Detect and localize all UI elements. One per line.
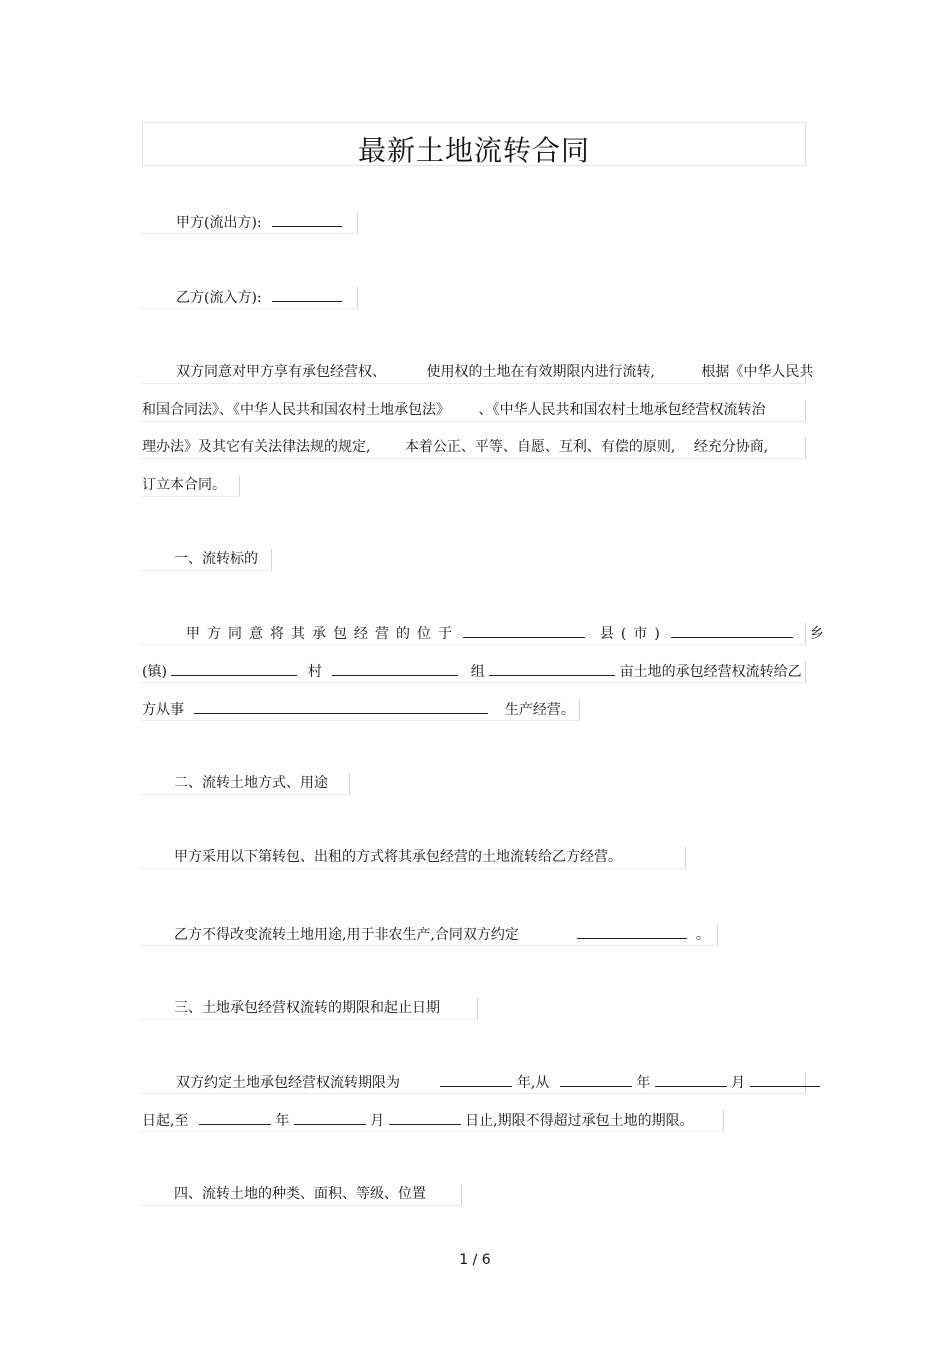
body-text: 甲方采用以下第转包、出租的方式将其承包经营的土地流转给乙方经营。 <box>174 849 622 865</box>
party-a-line <box>142 212 358 234</box>
start-day-blank <box>750 1072 820 1087</box>
body-text: 县(市) <box>599 626 667 642</box>
section-1-line-1 <box>142 623 824 645</box>
section-4-heading <box>142 1184 462 1206</box>
agreed-use-blank <box>577 924 687 939</box>
preamble-line-2 <box>142 400 806 422</box>
body-text: 年 <box>636 1075 651 1091</box>
party-a-blank <box>272 212 342 227</box>
township-blank <box>671 623 793 638</box>
section-heading-text: 三、土地承包经营权流转的期限和起止日期 <box>174 1000 440 1016</box>
body-text: 月 <box>370 1113 385 1129</box>
body-text: 村 <box>307 664 322 680</box>
party-a-label: 甲方(流出方): <box>176 215 262 231</box>
body-text: (镇) <box>142 664 167 680</box>
body-text: 乙方不得改变流转土地用途,用于非农生产,合同双方约定 <box>174 927 519 943</box>
start-month-blank <box>655 1072 727 1087</box>
preamble-text: 订立本合同。 <box>142 477 226 493</box>
preamble-line-1 <box>142 362 814 384</box>
town-blank <box>171 661 297 676</box>
body-text: 甲方同意将其承包经营的位于 <box>186 626 459 642</box>
section-1-line-3 <box>142 699 580 721</box>
section-1-line-2 <box>142 661 806 683</box>
end-day-blank <box>389 1110 461 1125</box>
party-b-blank <box>272 287 342 302</box>
start-year-blank <box>560 1072 632 1087</box>
body-text: 日止,期限不得超过承包土地的期限。 <box>465 1113 694 1129</box>
preamble-text: 理办法》及其它有关法律法规的规定, <box>142 439 371 455</box>
end-month-blank <box>294 1110 366 1125</box>
body-text: 生产经营。 <box>504 702 575 718</box>
section-2-para-1 <box>142 847 686 869</box>
title-box <box>142 122 806 166</box>
preamble-text: 根据《中华人民共 <box>701 364 814 380</box>
section-3-line-1 <box>142 1072 806 1094</box>
body-text: 方从事 <box>142 702 184 718</box>
body-text: 月 <box>731 1075 746 1091</box>
body-text: 。 <box>695 927 710 943</box>
section-heading-text: 一、流转标的 <box>174 551 258 567</box>
section-2-para-2 <box>142 924 718 946</box>
body-text: 年 <box>275 1113 290 1129</box>
body-text: 年,从 <box>516 1075 550 1091</box>
preamble-text: 本着公正、平等、自愿、互利、有偿的原则, <box>404 439 676 455</box>
preamble-text: 和国合同法》、《中华人民共和国农村土地承包法》 <box>142 402 450 418</box>
section-3-line-2 <box>142 1110 724 1132</box>
section-2-heading <box>142 773 350 795</box>
end-year-blank <box>199 1110 271 1125</box>
section-3-heading <box>142 998 478 1020</box>
page-title: 最新土地流转合同 <box>357 134 590 167</box>
village-blank <box>332 661 458 676</box>
body-text: 乡 <box>809 626 824 642</box>
preamble-line-3 <box>142 437 806 459</box>
preamble-text: 使用权的土地在有效期限内进行流转, <box>426 364 655 380</box>
party-b-label: 乙方(流入方): <box>176 290 262 306</box>
body-text: 亩土地的承包经营权流转给乙 <box>619 664 802 680</box>
preamble-line-4 <box>142 475 240 497</box>
term-years-blank <box>440 1072 512 1087</box>
body-text: 双方约定土地承包经营权流转期限为 <box>176 1075 400 1091</box>
page-number: 1 / 6 <box>459 1252 491 1268</box>
party-b-line <box>142 287 358 309</box>
group-blank <box>489 661 615 676</box>
preamble-text: 、《中华人民共和国农村土地承包经营权流转治 <box>478 402 766 418</box>
body-text: 组 <box>470 664 485 680</box>
section-heading-text: 二、流转土地方式、用途 <box>174 775 328 791</box>
body-text: 日起,至 <box>142 1113 189 1129</box>
section-1-heading <box>142 549 272 571</box>
business-blank <box>194 699 488 714</box>
county-blank <box>463 623 585 638</box>
section-heading-text: 四、流转土地的种类、面积、等级、位置 <box>174 1186 426 1202</box>
preamble-text: 双方同意对甲方享有承包经营权、 <box>176 364 386 380</box>
preamble-text: 经充分协商, <box>693 439 769 455</box>
